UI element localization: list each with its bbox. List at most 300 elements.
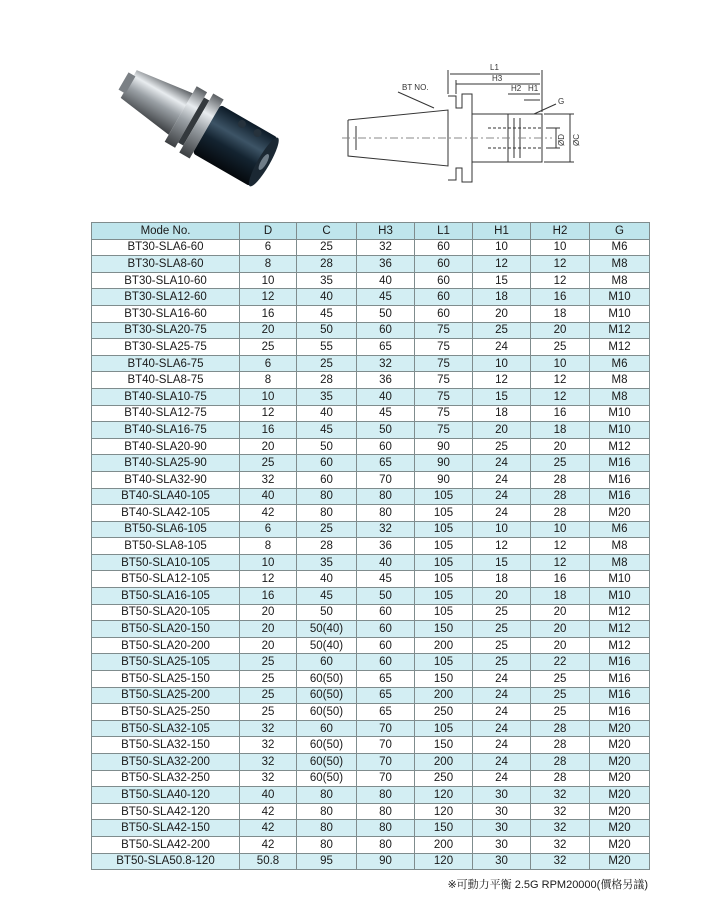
cell-l1: 75 <box>415 388 473 405</box>
table-body <box>92 239 650 870</box>
cell-h3: 50 <box>357 305 415 322</box>
cell-h3: 70 <box>357 471 415 488</box>
cell-c: 60(50) <box>297 704 357 721</box>
cell-model: BT40-SLA6-75 <box>92 355 240 372</box>
cell-d: 32 <box>240 720 297 737</box>
cell-g: M16 <box>590 671 650 688</box>
cell-l1: 105 <box>415 538 473 555</box>
cell-h2: 28 <box>531 737 590 754</box>
cell-l1: 90 <box>415 455 473 472</box>
cell-c: 35 <box>297 554 357 571</box>
cell-h3: 45 <box>357 405 415 422</box>
cell-h3: 40 <box>357 388 415 405</box>
cell-g: M10 <box>590 405 650 422</box>
cell-d: 32 <box>240 737 297 754</box>
cell-model: BT30-SLA20-75 <box>92 322 240 339</box>
cell-g: M6 <box>590 521 650 538</box>
cell-h1: 25 <box>473 438 531 455</box>
cell-g: M12 <box>590 322 650 339</box>
table-row <box>92 720 650 737</box>
cell-g: M16 <box>590 704 650 721</box>
column-header-c: C <box>297 223 357 240</box>
table-row <box>92 305 650 322</box>
cell-model: BT30-SLA6-60 <box>92 239 240 256</box>
column-header-h2: H2 <box>531 223 590 240</box>
cell-model: BT50-SLA32-200 <box>92 754 240 771</box>
cell-h3: 45 <box>357 571 415 588</box>
cell-model: BT40-SLA25-90 <box>92 455 240 472</box>
cell-h3: 80 <box>357 820 415 837</box>
cell-d: 10 <box>240 388 297 405</box>
table-row <box>92 770 650 787</box>
table-row <box>92 289 650 306</box>
cell-d: 10 <box>240 272 297 289</box>
cell-h2: 20 <box>531 637 590 654</box>
cell-h3: 65 <box>357 687 415 704</box>
cell-c: 45 <box>297 588 357 605</box>
table-row <box>92 488 650 505</box>
cell-l1: 150 <box>415 737 473 754</box>
cell-h3: 65 <box>357 671 415 688</box>
cell-l1: 150 <box>415 671 473 688</box>
cell-h1: 25 <box>473 637 531 654</box>
cell-d: 32 <box>240 754 297 771</box>
cell-c: 60 <box>297 471 357 488</box>
cell-h2: 18 <box>531 305 590 322</box>
cell-c: 35 <box>297 388 357 405</box>
cell-h3: 50 <box>357 588 415 605</box>
cell-h2: 32 <box>531 803 590 820</box>
cell-d: 8 <box>240 256 297 273</box>
cell-g: M10 <box>590 571 650 588</box>
cell-l1: 200 <box>415 687 473 704</box>
cell-c: 80 <box>297 820 357 837</box>
cell-h1: 10 <box>473 521 531 538</box>
cell-c: 50(40) <box>297 621 357 638</box>
cell-model: BT40-SLA8-75 <box>92 372 240 389</box>
cell-l1: 105 <box>415 720 473 737</box>
table-row <box>92 372 650 389</box>
cell-g: M10 <box>590 289 650 306</box>
cell-h1: 30 <box>473 803 531 820</box>
cell-h2: 20 <box>531 322 590 339</box>
cell-l1: 60 <box>415 305 473 322</box>
table-row <box>92 355 650 372</box>
cell-d: 16 <box>240 422 297 439</box>
cell-l1: 105 <box>415 521 473 538</box>
table-row <box>92 787 650 804</box>
table-row <box>92 687 650 704</box>
cell-h3: 60 <box>357 621 415 638</box>
cell-l1: 105 <box>415 654 473 671</box>
cell-g: M12 <box>590 621 650 638</box>
table-row <box>92 737 650 754</box>
cell-h1: 24 <box>473 737 531 754</box>
drawing-label-c: ØC <box>572 134 581 146</box>
cell-d: 25 <box>240 455 297 472</box>
drawing-label-h1: H1 <box>528 84 539 93</box>
cell-c: 60(50) <box>297 770 357 787</box>
cell-g: M6 <box>590 355 650 372</box>
cell-h2: 32 <box>531 853 590 870</box>
cell-d: 6 <box>240 355 297 372</box>
cell-g: M20 <box>590 853 650 870</box>
cell-g: M16 <box>590 488 650 505</box>
cell-h3: 32 <box>357 355 415 372</box>
cell-h1: 24 <box>473 471 531 488</box>
cell-c: 40 <box>297 571 357 588</box>
footnote: ※可動力平衡 2.5G RPM20000(價格另議) <box>447 879 648 891</box>
cell-model: BT50-SLA8-105 <box>92 538 240 555</box>
drawing-label-h2: H2 <box>511 84 522 93</box>
cell-h2: 18 <box>531 422 590 439</box>
table-row <box>92 455 650 472</box>
cell-d: 50.8 <box>240 853 297 870</box>
table-row <box>92 438 650 455</box>
cell-model: BT50-SLA20-200 <box>92 637 240 654</box>
table-row <box>92 803 650 820</box>
cell-l1: 250 <box>415 770 473 787</box>
cell-h3: 70 <box>357 737 415 754</box>
column-header-model: Mode No. <box>92 223 240 240</box>
cell-h3: 65 <box>357 704 415 721</box>
table-row <box>92 538 650 555</box>
cell-h1: 30 <box>473 787 531 804</box>
cell-d: 25 <box>240 671 297 688</box>
cell-h2: 20 <box>531 438 590 455</box>
table-row <box>92 405 650 422</box>
cell-d: 20 <box>240 438 297 455</box>
cell-d: 12 <box>240 571 297 588</box>
cell-h1: 10 <box>473 239 531 256</box>
cell-l1: 150 <box>415 621 473 638</box>
table-row <box>92 820 650 837</box>
cell-h3: 60 <box>357 322 415 339</box>
cell-model: BT30-SLA8-60 <box>92 256 240 273</box>
cell-h2: 16 <box>531 405 590 422</box>
cell-l1: 60 <box>415 239 473 256</box>
cell-model: BT50-SLA25-200 <box>92 687 240 704</box>
cell-h1: 25 <box>473 621 531 638</box>
cell-c: 60(50) <box>297 754 357 771</box>
drawing-label-l1: L1 <box>490 63 499 72</box>
cell-l1: 105 <box>415 505 473 522</box>
table-row <box>92 554 650 571</box>
cell-h2: 25 <box>531 455 590 472</box>
cell-l1: 200 <box>415 836 473 853</box>
cell-model: BT50-SLA42-150 <box>92 820 240 837</box>
cell-c: 60(50) <box>297 687 357 704</box>
cell-g: M20 <box>590 754 650 771</box>
cell-h1: 24 <box>473 720 531 737</box>
cell-h3: 80 <box>357 803 415 820</box>
cell-c: 28 <box>297 256 357 273</box>
cell-h3: 90 <box>357 853 415 870</box>
table-header-row <box>92 223 650 240</box>
table-row <box>92 588 650 605</box>
cell-h1: 12 <box>473 538 531 555</box>
cell-c: 35 <box>297 272 357 289</box>
cell-h3: 80 <box>357 787 415 804</box>
cell-g: M20 <box>590 787 650 804</box>
cell-d: 12 <box>240 405 297 422</box>
cell-h3: 60 <box>357 637 415 654</box>
cell-model: BT30-SLA12-60 <box>92 289 240 306</box>
cell-l1: 75 <box>415 405 473 422</box>
cell-l1: 60 <box>415 272 473 289</box>
column-header-d: D <box>240 223 297 240</box>
cell-model: BT30-SLA16-60 <box>92 305 240 322</box>
cell-h2: 22 <box>531 654 590 671</box>
cell-h1: 24 <box>473 754 531 771</box>
product-photo <box>108 44 286 207</box>
cell-h2: 28 <box>531 770 590 787</box>
cell-l1: 250 <box>415 704 473 721</box>
cell-h3: 70 <box>357 720 415 737</box>
cell-h3: 40 <box>357 554 415 571</box>
table-row <box>92 322 650 339</box>
cell-l1: 120 <box>415 803 473 820</box>
cell-d: 42 <box>240 836 297 853</box>
table-row <box>92 671 650 688</box>
cell-h2: 20 <box>531 604 590 621</box>
cell-h2: 28 <box>531 754 590 771</box>
cell-h1: 24 <box>473 339 531 356</box>
table-row <box>92 521 650 538</box>
cell-h1: 24 <box>473 488 531 505</box>
cell-model: BT30-SLA25-75 <box>92 339 240 356</box>
table-row <box>92 836 650 853</box>
cell-model: BT50-SLA20-105 <box>92 604 240 621</box>
cell-h2: 16 <box>531 289 590 306</box>
cell-model: BT50-SLA25-250 <box>92 704 240 721</box>
cell-c: 80 <box>297 836 357 853</box>
cell-h3: 36 <box>357 538 415 555</box>
cell-g: M6 <box>590 239 650 256</box>
cell-h3: 80 <box>357 488 415 505</box>
column-header-l1: L1 <box>415 223 473 240</box>
cell-model: BT50-SLA20-150 <box>92 621 240 638</box>
cell-h2: 32 <box>531 787 590 804</box>
cell-g: M12 <box>590 637 650 654</box>
cell-c: 25 <box>297 355 357 372</box>
cell-h1: 24 <box>473 671 531 688</box>
cell-c: 80 <box>297 803 357 820</box>
cell-model: BT40-SLA40-105 <box>92 488 240 505</box>
cell-h1: 10 <box>473 355 531 372</box>
cell-h3: 50 <box>357 422 415 439</box>
cell-c: 50 <box>297 604 357 621</box>
cell-g: M20 <box>590 720 650 737</box>
cell-l1: 105 <box>415 604 473 621</box>
cell-d: 6 <box>240 239 297 256</box>
cell-d: 40 <box>240 488 297 505</box>
spec-table <box>91 222 650 870</box>
cell-h2: 32 <box>531 820 590 837</box>
cell-d: 20 <box>240 621 297 638</box>
cell-h3: 32 <box>357 239 415 256</box>
table-row <box>92 604 650 621</box>
cell-h3: 60 <box>357 654 415 671</box>
cell-h1: 30 <box>473 820 531 837</box>
cell-d: 10 <box>240 554 297 571</box>
table-row <box>92 339 650 356</box>
cell-l1: 75 <box>415 422 473 439</box>
cell-h1: 20 <box>473 422 531 439</box>
cell-g: M8 <box>590 388 650 405</box>
cell-h1: 24 <box>473 704 531 721</box>
table-row <box>92 505 650 522</box>
cell-d: 42 <box>240 505 297 522</box>
cell-h2: 32 <box>531 836 590 853</box>
cell-h3: 70 <box>357 754 415 771</box>
cell-c: 28 <box>297 372 357 389</box>
cell-c: 40 <box>297 405 357 422</box>
table-row <box>92 239 650 256</box>
cell-h3: 70 <box>357 770 415 787</box>
column-header-h3: H3 <box>357 223 415 240</box>
cell-h1: 20 <box>473 588 531 605</box>
cell-g: M8 <box>590 538 650 555</box>
cell-h1: 12 <box>473 372 531 389</box>
cell-h3: 80 <box>357 836 415 853</box>
cell-c: 45 <box>297 305 357 322</box>
cell-l1: 120 <box>415 787 473 804</box>
cell-l1: 90 <box>415 471 473 488</box>
cell-h2: 10 <box>531 521 590 538</box>
drawing-label-d: ØD <box>557 134 566 146</box>
cell-model: BT50-SLA25-150 <box>92 671 240 688</box>
table-row <box>92 272 650 289</box>
cell-d: 42 <box>240 803 297 820</box>
cell-h1: 30 <box>473 836 531 853</box>
cell-g: M20 <box>590 770 650 787</box>
cell-d: 25 <box>240 654 297 671</box>
drawing-label-h3: H3 <box>492 74 503 83</box>
cell-d: 42 <box>240 820 297 837</box>
cell-h1: 18 <box>473 289 531 306</box>
cell-h2: 12 <box>531 256 590 273</box>
cell-model: BT50-SLA32-150 <box>92 737 240 754</box>
cell-h1: 25 <box>473 322 531 339</box>
cell-model: BT50-SLA12-105 <box>92 571 240 588</box>
cell-h3: 40 <box>357 272 415 289</box>
cell-g: M16 <box>590 455 650 472</box>
cell-model: BT50-SLA50.8-120 <box>92 853 240 870</box>
cell-h1: 20 <box>473 305 531 322</box>
cell-c: 45 <box>297 422 357 439</box>
cell-h2: 12 <box>531 272 590 289</box>
cell-h2: 28 <box>531 505 590 522</box>
cell-c: 25 <box>297 239 357 256</box>
cell-h2: 12 <box>531 538 590 555</box>
cell-l1: 75 <box>415 322 473 339</box>
cell-c: 80 <box>297 787 357 804</box>
cell-d: 20 <box>240 322 297 339</box>
cell-l1: 75 <box>415 355 473 372</box>
cell-l1: 60 <box>415 289 473 306</box>
cell-h1: 15 <box>473 272 531 289</box>
cell-d: 25 <box>240 339 297 356</box>
table-row <box>92 256 650 273</box>
cell-d: 40 <box>240 787 297 804</box>
cell-c: 60 <box>297 455 357 472</box>
cell-c: 80 <box>297 505 357 522</box>
cell-g: M20 <box>590 803 650 820</box>
cell-l1: 105 <box>415 554 473 571</box>
cell-model: BT50-SLA25-105 <box>92 654 240 671</box>
cell-g: M8 <box>590 272 650 289</box>
table-row <box>92 853 650 870</box>
table-row <box>92 621 650 638</box>
cell-d: 6 <box>240 521 297 538</box>
cell-h2: 16 <box>531 571 590 588</box>
cell-c: 50 <box>297 322 357 339</box>
cell-h1: 24 <box>473 687 531 704</box>
cell-c: 95 <box>297 853 357 870</box>
cell-c: 25 <box>297 521 357 538</box>
cell-c: 60(50) <box>297 671 357 688</box>
cell-h2: 10 <box>531 239 590 256</box>
column-header-g: G <box>590 223 650 240</box>
cell-c: 28 <box>297 538 357 555</box>
cell-model: BT40-SLA10-75 <box>92 388 240 405</box>
cell-model: BT50-SLA10-105 <box>92 554 240 571</box>
column-header-h1: H1 <box>473 223 531 240</box>
cell-model: BT50-SLA32-250 <box>92 770 240 787</box>
cell-c: 60(50) <box>297 737 357 754</box>
cell-g: M10 <box>590 422 650 439</box>
cell-h3: 60 <box>357 438 415 455</box>
cell-g: M8 <box>590 372 650 389</box>
cell-h2: 25 <box>531 687 590 704</box>
cell-h1: 24 <box>473 455 531 472</box>
cell-h2: 25 <box>531 671 590 688</box>
cell-h1: 24 <box>473 505 531 522</box>
cell-h3: 36 <box>357 256 415 273</box>
cell-l1: 75 <box>415 339 473 356</box>
table-row <box>92 471 650 488</box>
drawing-label-bt-no: BT NO. <box>402 83 429 92</box>
cell-h3: 36 <box>357 372 415 389</box>
cell-l1: 150 <box>415 820 473 837</box>
cell-g: M12 <box>590 438 650 455</box>
cell-g: M20 <box>590 737 650 754</box>
cell-h2: 12 <box>531 388 590 405</box>
cell-model: BT50-SLA32-105 <box>92 720 240 737</box>
table-row <box>92 704 650 721</box>
cell-l1: 105 <box>415 588 473 605</box>
cell-g: M12 <box>590 604 650 621</box>
cell-g: M10 <box>590 588 650 605</box>
drawing-label-g: G <box>558 97 565 106</box>
cell-l1: 105 <box>415 488 473 505</box>
cell-h3: 32 <box>357 521 415 538</box>
cell-l1: 105 <box>415 571 473 588</box>
cell-l1: 200 <box>415 637 473 654</box>
cell-h1: 15 <box>473 554 531 571</box>
table-row <box>92 654 650 671</box>
cell-g: M20 <box>590 836 650 853</box>
cell-h2: 28 <box>531 471 590 488</box>
cell-model: BT40-SLA42-105 <box>92 505 240 522</box>
table-row <box>92 571 650 588</box>
cell-h2: 12 <box>531 372 590 389</box>
cell-c: 55 <box>297 339 357 356</box>
technical-drawing <box>338 56 608 211</box>
cell-g: M20 <box>590 505 650 522</box>
cell-model: BT40-SLA12-75 <box>92 405 240 422</box>
